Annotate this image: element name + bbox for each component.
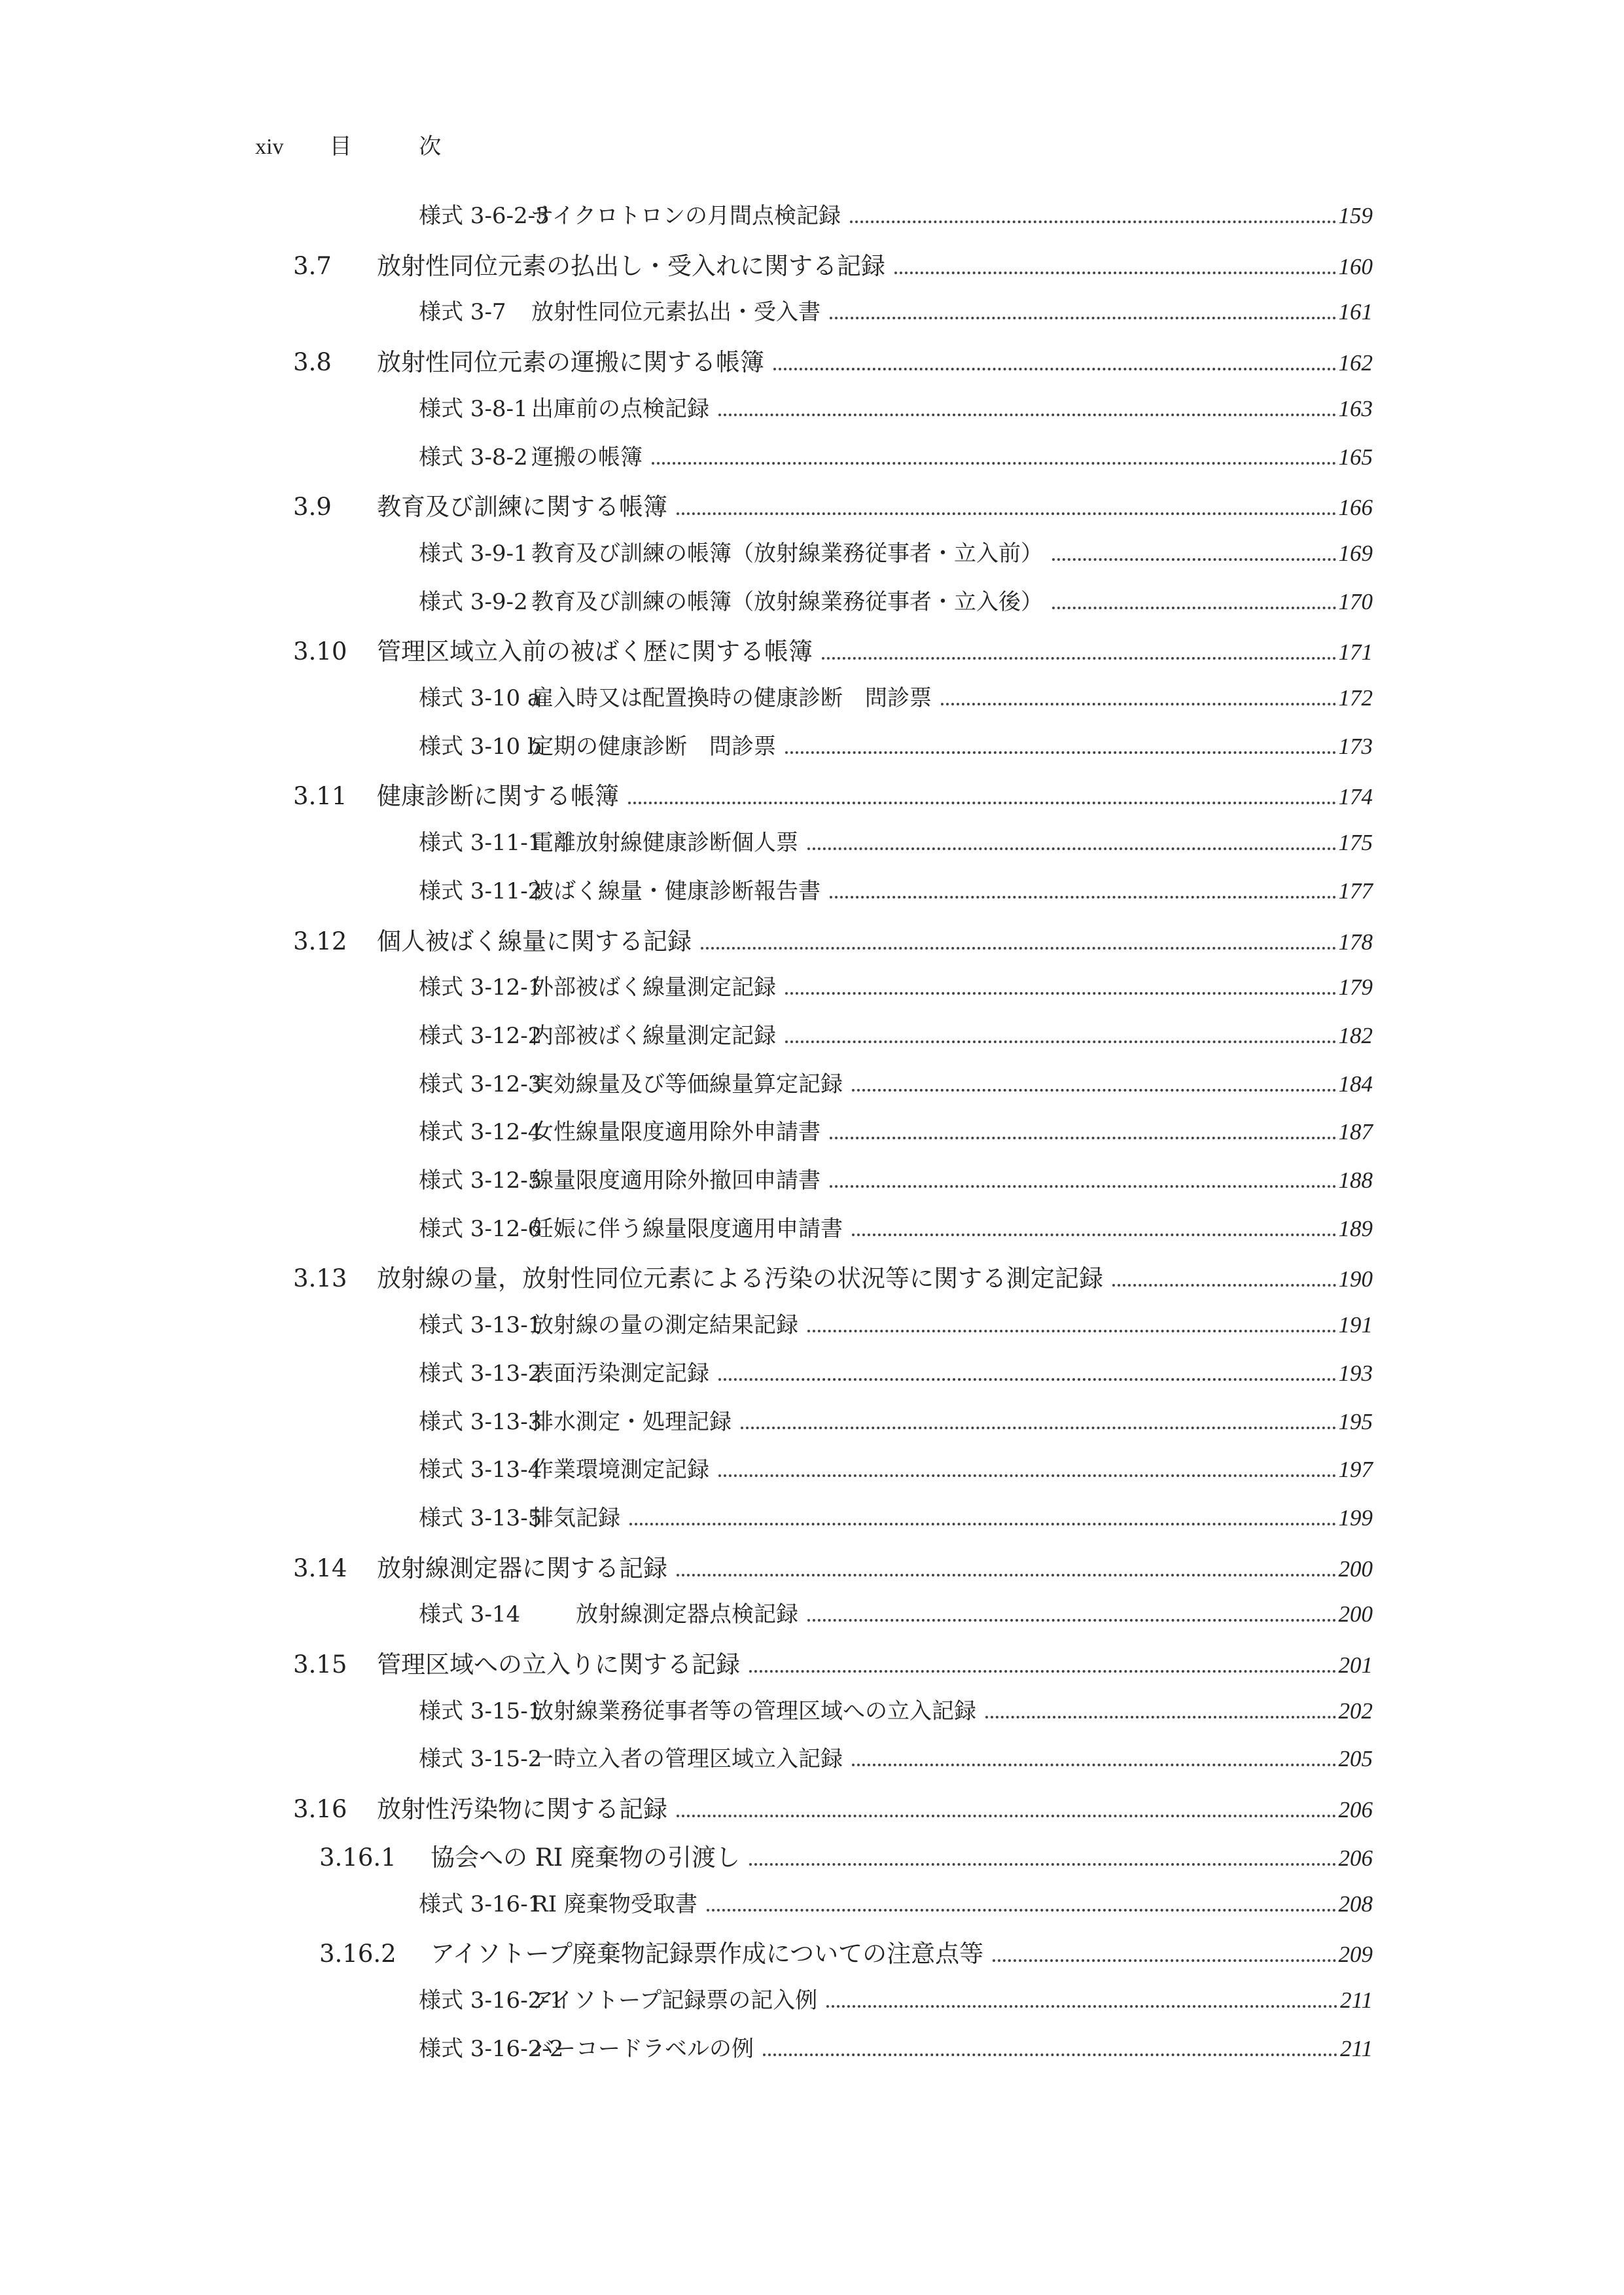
toc-entry-number: 3.16	[293, 1795, 347, 1824]
toc-entry[interactable]	[319, 1838, 1373, 1873]
toc-entry-page: 171	[1338, 639, 1373, 666]
dot-leader	[993, 1959, 1335, 1962]
dot-leader	[1052, 607, 1336, 609]
toc-entry-title: 出庫前の点検記録	[531, 395, 709, 422]
toc-entry-number: 様式 3-12-4	[419, 1119, 542, 1146]
toc-entry-title: 女性線量限度適用除外申請書	[531, 1119, 821, 1146]
toc-entry-number: 3.11	[293, 782, 347, 811]
dot-leader	[749, 1670, 1336, 1673]
toc-entry-page: 197	[1338, 1457, 1373, 1483]
toc-entry-number: 様式 3-15-2	[419, 1746, 542, 1773]
toc-entry-title: アイソトープ廃棄物記録票作成についての注意点等	[431, 1940, 984, 1968]
toc-entry-title: 運搬の帳簿	[531, 444, 643, 471]
toc-entry-title: 健康診断に関する帳簿	[377, 782, 619, 811]
toc-entry-page: 182	[1338, 1022, 1373, 1048]
toc-entry-page: 202	[1338, 1698, 1373, 1724]
toc-entry-number: 様式 3-10 b	[419, 733, 542, 760]
dot-leader	[850, 221, 1336, 223]
toc-entry-page: 195	[1338, 1408, 1373, 1434]
toc-entry-number: 3.16.1	[319, 1843, 397, 1872]
toc-entry-title: 放射線測定器点検記録	[576, 1601, 798, 1628]
toc-entry-page: 187	[1338, 1119, 1373, 1145]
dot-leader	[677, 1815, 1336, 1817]
toc-entry-title: 定期の健康診断 問診票	[531, 733, 776, 760]
toc-entry-title: 放射線の量，放射性同位元素による汚染の状況等に関する測定記録	[377, 1264, 1103, 1293]
dot-leader	[773, 368, 1336, 370]
toc-entry-number: 様式 3-12-5	[419, 1167, 542, 1194]
toc-entry-page: 160	[1338, 253, 1373, 279]
toc-entry-page: 177	[1338, 878, 1373, 904]
dot-leader	[807, 1619, 1336, 1622]
toc-entry[interactable]	[419, 969, 1373, 1001]
toc-entry-title: 教育及び訓練の帳簿（放射線業務従事者・立入後）	[531, 588, 1043, 615]
toc-entry-number: 様式 3-13-3	[419, 1408, 542, 1435]
toc-entry-number: 様式 3-8-1	[419, 395, 528, 422]
toc-entry[interactable]	[419, 1596, 1373, 1628]
dot-leader	[741, 1427, 1336, 1429]
toc-entry-number: 3.8	[293, 348, 332, 377]
dot-leader	[718, 1474, 1336, 1477]
toc-entry-page: 161	[1338, 299, 1373, 325]
toc-entry-number: 様式 3-16-1	[419, 1891, 542, 1917]
dot-leader	[807, 1330, 1336, 1332]
dot-leader	[628, 802, 1336, 804]
toc-entry[interactable]	[419, 1741, 1373, 1773]
toc-entry-page: 159	[1338, 203, 1373, 228]
toc-entry-number: 3.14	[293, 1554, 347, 1582]
toc-entry[interactable]	[293, 776, 1373, 811]
toc-entry-page: 175	[1338, 830, 1373, 856]
toc-entry-title: 放射性同位元素の運搬に関する帳簿	[377, 348, 764, 377]
dot-leader	[826, 2005, 1337, 2008]
toc-entry-title: 妊娠に伴う線量限度適用申請書	[531, 1215, 843, 1242]
toc-entry-title: 管理区域への立入りに関する記録	[377, 1650, 740, 1679]
toc-entry-title: 教育及び訓練に関する帳簿	[377, 493, 667, 522]
toc-entry[interactable]	[419, 1066, 1373, 1098]
toc-entry[interactable]	[293, 246, 1373, 281]
toc-entry-page: 184	[1338, 1071, 1373, 1097]
toc-entry-page: 201	[1338, 1652, 1373, 1678]
toc-entry[interactable]	[419, 825, 1373, 857]
toc-entry-title: 作業環境測定記録	[531, 1457, 709, 1484]
dot-leader	[1112, 1284, 1336, 1287]
toc-entry-title: 個人被ばく線量に関する記録	[377, 927, 692, 955]
toc-entry-title: 実効線量及び等価線量算定記録	[531, 1071, 843, 1097]
toc-entry-page: 206	[1338, 1845, 1373, 1871]
toc-entry-title: 管理区域立入前の被ばく歴に関する帳簿	[377, 637, 813, 666]
toc-entry-title: 放射性同位元素払出・受入書	[531, 299, 821, 326]
dot-leader	[1052, 558, 1336, 561]
toc-entry[interactable]	[419, 1886, 1373, 1918]
toc-entry-title: 放射性同位元素の払出し・受入れに関する記録	[377, 251, 885, 280]
toc-entry[interactable]	[419, 728, 1373, 760]
toc-entry-number: 様式 3-11-2	[419, 878, 542, 904]
toc-entry-title: 放射線業務従事者等の管理区域への立入記録	[531, 1698, 976, 1724]
dot-leader	[749, 1863, 1336, 1866]
dot-leader	[785, 992, 1336, 995]
toc-entry-page: 166	[1338, 495, 1373, 521]
toc-entry-number: 様式 3-13-1	[419, 1312, 542, 1339]
toc-entry-page: 190	[1338, 1266, 1373, 1292]
toc-entry-title: RI 廃棄物受取書	[531, 1891, 697, 1917]
toc-entry-number: 様式 3-9-2	[419, 588, 528, 615]
toc-entry-page: 162	[1338, 350, 1373, 376]
toc-entry-number: 様式 3-13-4	[419, 1457, 542, 1484]
toc-entry[interactable]	[319, 1934, 1373, 1969]
dot-leader	[985, 1716, 1336, 1718]
dot-leader	[763, 2054, 1337, 2056]
toc-entry-number: 様式 3-12-3	[419, 1071, 542, 1097]
toc-entry-title: 放射性汚染物に関する記録	[377, 1795, 667, 1824]
dot-leader	[941, 703, 1336, 705]
toc-entry-title: 内部被ばく線量測定記録	[531, 1022, 776, 1049]
dot-leader	[830, 896, 1336, 898]
toc-entry-page: 211	[1340, 1987, 1373, 2013]
dot-leader	[785, 1041, 1336, 1043]
toc-entry-number: 3.10	[293, 637, 347, 666]
toc-entry[interactable]	[419, 1162, 1373, 1194]
toc-entry-title: 一時立入者の管理区域立入記録	[531, 1746, 843, 1773]
toc-entry-page: 178	[1338, 929, 1373, 955]
toc-entry-number: 様式 3-12-6	[419, 1215, 542, 1242]
dot-leader	[785, 751, 1336, 754]
toc-entry-title: バーコードラベルの例	[531, 2035, 754, 2062]
toc-entry-number: 様式 3-12-1	[419, 974, 542, 1001]
toc-entry-page: 193	[1338, 1360, 1373, 1386]
toc-entry-title: 教育及び訓練の帳簿（放射線業務従事者・立入前）	[531, 540, 1043, 567]
toc-entry[interactable]	[293, 632, 1373, 667]
dot-leader	[677, 1574, 1336, 1576]
toc-entry-number: 様式 3-13-5	[419, 1504, 542, 1531]
toc-entry-number: 3.13	[293, 1264, 347, 1293]
dot-leader	[830, 1185, 1336, 1188]
dot-leader	[701, 947, 1336, 950]
toc-entry-number: 3.15	[293, 1650, 347, 1679]
toc-entry[interactable]	[419, 873, 1373, 905]
toc-entry[interactable]	[419, 1451, 1373, 1484]
toc-entry[interactable]	[293, 1548, 1373, 1584]
toc-entry-page: 173	[1338, 733, 1373, 759]
toc-entry-title: 排水測定・処理記録	[531, 1408, 732, 1435]
toc-entry-number: 様式 3-9-1	[419, 540, 528, 567]
toc-entry-number: 様式 3-15-1	[419, 1698, 542, 1724]
toc-entry-number: 様式 3-6-2-3	[419, 203, 550, 229]
toc-entry-number: 様式 3-10 a	[419, 685, 541, 711]
toc-entry[interactable]	[293, 1645, 1373, 1680]
page-folio: xiv	[255, 135, 284, 159]
toc-entry-page: 189	[1338, 1215, 1373, 1241]
toc-entry-title: 線量限度適用除外撤回申請書	[531, 1167, 821, 1194]
toc-entry[interactable]	[419, 198, 1373, 230]
toc-entry[interactable]	[419, 1404, 1373, 1436]
toc-entry-page: 206	[1338, 1797, 1373, 1823]
dot-leader	[852, 1764, 1336, 1766]
dot-leader	[807, 847, 1336, 850]
toc-entry-title: 表面汚染測定記録	[531, 1360, 709, 1387]
toc-entry-number: 3.16.2	[319, 1940, 397, 1968]
toc-entry[interactable]	[419, 1982, 1373, 2014]
toc-entry-title: 放射線測定器に関する記録	[377, 1554, 667, 1582]
toc-entry-title: 排気記録	[531, 1504, 620, 1531]
dot-leader	[894, 272, 1336, 274]
toc-entry-page: 169	[1338, 540, 1373, 566]
toc-entry-number: 様式 3-13-2	[419, 1360, 542, 1387]
toc-entry-number: 様式 3-7	[419, 299, 506, 326]
toc-entry[interactable]	[293, 921, 1373, 957]
toc-entry-number: 様式 3-16-2-1	[419, 1987, 564, 2014]
toc-entry-page: 200	[1338, 1556, 1373, 1582]
toc-entry-page: 163	[1338, 395, 1373, 421]
toc-entry-page: 211	[1340, 2035, 1373, 2061]
header-title: 目 次	[329, 133, 472, 160]
dot-leader	[830, 1137, 1336, 1139]
toc-entry-number: 様式 3-16-2-2	[419, 2035, 564, 2062]
toc-entry[interactable]	[419, 1500, 1373, 1532]
toc-entry[interactable]	[419, 294, 1373, 326]
toc-entry-title: サイクロトロンの月間点検記録	[531, 203, 841, 229]
dot-leader	[629, 1523, 1336, 1525]
dot-leader	[718, 1378, 1336, 1381]
toc-entry-title: 雇入時又は配置換時の健康診断 問診票	[531, 685, 932, 711]
toc-entry-page: 165	[1338, 444, 1373, 470]
toc-entry-page: 172	[1338, 685, 1373, 711]
toc-entry-title: 電離放射線健康診断個人票	[531, 830, 798, 857]
toc-entry[interactable]	[419, 1211, 1373, 1243]
toc-entry-number: 様式 3-8-2	[419, 444, 528, 471]
toc-entry-number: 様式 3-12-2	[419, 1022, 542, 1049]
toc-entry[interactable]	[419, 2031, 1373, 2063]
toc-entry-page: 208	[1338, 1891, 1373, 1917]
toc-entry[interactable]	[419, 439, 1373, 471]
toc-entry[interactable]	[419, 680, 1373, 712]
toc-entry-page: 188	[1338, 1167, 1373, 1193]
dot-leader	[822, 657, 1336, 660]
toc-entry[interactable]	[419, 1693, 1373, 1725]
dot-leader	[852, 1234, 1336, 1236]
dot-leader	[707, 1909, 1336, 1912]
toc-entry-title: 被ばく線量・健康診断報告書	[531, 878, 821, 904]
dot-leader	[718, 414, 1336, 416]
toc-entry[interactable]	[419, 1018, 1373, 1050]
dot-leader	[830, 317, 1336, 319]
toc-entry-page: 205	[1338, 1746, 1373, 1772]
toc-entry-number: 様式 3-11-1	[419, 830, 542, 857]
toc-entry[interactable]	[419, 1355, 1373, 1387]
toc-entry-title: 外部被ばく線量測定記録	[531, 974, 776, 1001]
toc-entry-page: 179	[1338, 974, 1373, 1001]
toc-entry[interactable]	[293, 487, 1373, 522]
toc-entry[interactable]	[419, 1114, 1373, 1146]
toc-entry-number: 3.7	[293, 251, 332, 280]
dot-leader	[677, 512, 1336, 515]
toc-entry-title: 協会への RI 廃棄物の引渡し	[431, 1843, 740, 1872]
toc-entry-page: 170	[1338, 588, 1373, 614]
toc-entry-number: 3.12	[293, 927, 347, 955]
toc-entry-page: 209	[1338, 1942, 1373, 1968]
toc-entry-page: 200	[1338, 1601, 1373, 1628]
toc-entry[interactable]	[419, 584, 1373, 616]
toc-entry[interactable]	[293, 1258, 1373, 1294]
toc-entry-title: アイソトープ記録票の記入例	[531, 1987, 818, 2014]
toc-entry[interactable]	[419, 1307, 1373, 1339]
toc-entry-page: 174	[1338, 784, 1373, 810]
dot-leader	[652, 462, 1336, 465]
dot-leader	[852, 1089, 1336, 1092]
toc-entry-page: 191	[1338, 1312, 1373, 1338]
toc-entry[interactable]	[419, 391, 1373, 423]
toc-entry-page: 199	[1338, 1504, 1373, 1531]
running-header	[255, 128, 471, 160]
toc-entry-number: 様式 3-14	[419, 1601, 521, 1628]
toc-entry[interactable]	[293, 342, 1373, 378]
toc-entry-number: 3.9	[293, 493, 332, 522]
toc-entry[interactable]	[293, 1789, 1373, 1824]
toc-entry[interactable]	[419, 535, 1373, 567]
toc-entry-title: 放射線の量の測定結果記録	[531, 1312, 798, 1339]
